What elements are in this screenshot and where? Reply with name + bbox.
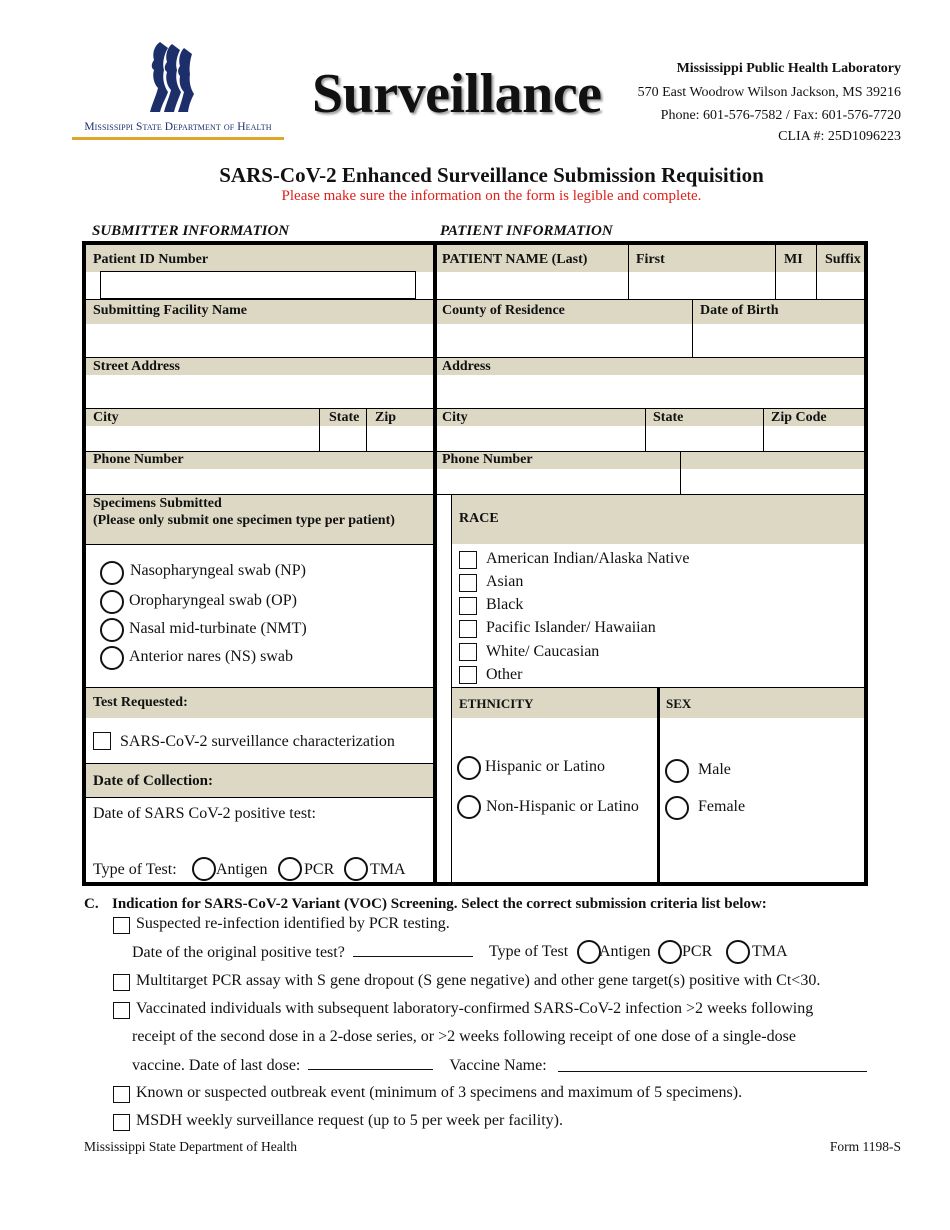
patient-suffix-label: Suffix [825,252,861,267]
section-c-heading: Indication for SARS-CoV-2 Variant (VOC) Screening. Select the correct submission criteria list below: [112,896,767,912]
race-white-label: White/ Caucasian [486,643,600,660]
race-white-checkbox[interactable] [459,643,477,661]
vaccine-name-blank[interactable] [558,1071,867,1072]
submitter-state-label: State [329,410,360,425]
surveillance-characterization-label: SARS-CoV-2 surveillance characterization [120,733,395,750]
submitter-city-input[interactable] [86,426,319,451]
c-antigen-label: Antigen [599,943,651,960]
patient-last-name-input[interactable] [437,272,628,299]
lab-info [638,58,901,147]
page-title: Surveillance [312,63,602,125]
type-of-test-label: Type of Test: [93,861,177,878]
patient-zip-label: Zip Code [771,410,827,425]
race-american-indian-label: American Indian/Alaska Native [486,550,690,567]
county-input[interactable] [437,324,692,357]
submitter-phone-input[interactable] [86,469,433,494]
patient-mi-input[interactable] [776,272,816,299]
logo-profiles-icon [72,40,284,120]
race-black-label: Black [486,596,524,613]
specimen-ns-radio[interactable] [100,646,124,670]
submitter-pcr-label: PCR [304,861,335,878]
collection-date-label: Date of Collection: [93,773,213,789]
race-other-label: Other [486,666,523,683]
specimen-op-label: Oropharyngeal swab (OP) [129,592,297,609]
main-form-grid [82,241,868,886]
specimens-title: Specimens Submitted [93,496,222,511]
vaccinated-checkbox[interactable] [113,1002,130,1019]
c-antigen-radio[interactable] [577,940,601,964]
original-date-blank[interactable] [353,943,473,957]
sex-female-radio[interactable] [665,796,689,820]
patient-state-label: State [653,410,684,425]
logo-text: Mississippi State Department of Health [84,121,272,133]
test-requested-label: Test Requested: [93,695,188,710]
dob-label: Date of Birth [700,303,779,318]
patient-phone-input[interactable] [437,469,680,494]
form-title: SARS-CoV-2 Enhanced Surveillance Submission Requisition [219,163,764,187]
logo-underline [72,137,284,140]
form-subtitle: Please make sure the information on the form is legible and complete. [281,188,702,204]
footer-form-number: Form 1198-S [829,1139,901,1154]
patient-phone-label: Phone Number [442,452,533,467]
ethnicity-hispanic-radio[interactable] [457,756,481,780]
specimen-nmt-radio[interactable] [100,618,124,642]
vaccine-name-text: Vaccine Name: [449,1057,547,1074]
msdh-logo [72,40,284,142]
specimen-ns-label: Anterior nares (NS) swab [129,648,293,665]
lab-clia: CLIA #: 25D1096223 [778,129,901,144]
sex-male-label: Male [698,761,731,778]
race-pacific-islander-label: Pacific Islander/ Hawaiian [486,619,656,636]
submitter-heading: SUBMITTER INFORMATION [92,223,290,239]
vaccinated-line-1: Vaccinated individuals with subsequent laboratory-confirmed SARS-CoV-2 infection >2 weeks following [136,1000,814,1017]
street-address-input[interactable] [86,375,433,408]
weekly-request-checkbox[interactable] [113,1114,130,1131]
specimens-note: (Please only submit one specimen type per patient) [93,513,395,528]
patient-heading: PATIENT INFORMATION [440,223,613,239]
facility-name-input[interactable] [86,324,433,357]
ethnicity-title: ETHNICITY [459,696,534,711]
weekly-request-label: MSDH weekly surveillance request (up to 5 per week per facility). [136,1112,563,1129]
ethnicity-hispanic-label: Hispanic or Latino [485,758,605,775]
submitter-state-input[interactable] [320,426,366,451]
c-tma-radio[interactable] [726,940,750,964]
sex-male-radio[interactable] [665,759,689,783]
specimen-np-radio[interactable] [100,561,124,585]
submitter-zip-label: Zip [375,410,397,425]
dob-input[interactable] [693,324,864,357]
multitarget-label: Multitarget PCR assay with S gene dropout (S gene negative) and other gene target(s) positive with Ct<30. [136,972,821,989]
submitter-phone-label: Phone Number [93,452,184,467]
race-american-indian-checkbox[interactable] [459,551,477,569]
submitter-city-label: City [93,410,119,425]
reinfection-label: Suspected re-infection identified by PCR testing. [136,915,450,932]
surveillance-characterization-checkbox[interactable] [93,732,111,750]
c-pcr-label: PCR [682,943,713,960]
patient-state-input[interactable] [646,426,763,451]
vaccinated-line-3 [132,1056,547,1075]
vaccinated-line-2: receipt of the second dose in a 2-dose series, or >2 weeks following receipt of one dose of a single-dose [132,1028,796,1045]
specimen-np-label: Nasopharyngeal swab (NP) [130,562,306,579]
patient-mi-label: MI [784,252,803,267]
patient-zip-input[interactable] [764,426,864,451]
ethnicity-non-hispanic-radio[interactable] [457,795,481,819]
ethnicity-sex-divider [657,688,660,882]
patient-city-label: City [442,410,468,425]
lab-phone-fax: Phone: 601-576-7582 / Fax: 601-576-7720 [660,108,901,123]
reinfection-checkbox[interactable] [113,917,130,934]
ethnicity-non-hispanic-label: Non-Hispanic or Latino [486,798,639,815]
facility-name-label: Submitting Facility Name [93,303,247,318]
race-pacific-islander-checkbox[interactable] [459,620,477,638]
patient-first-name-label: First [636,252,665,267]
sex-title: SEX [666,696,692,711]
submitter-antigen-radio[interactable] [192,857,216,881]
outbreak-checkbox[interactable] [113,1086,130,1103]
patient-suffix-input[interactable] [817,272,864,299]
c-type-of-test-label: Type of Test [489,943,569,960]
patient-city-input[interactable] [437,426,645,451]
patient-id-input[interactable] [100,271,416,299]
patient-id-label: Patient ID Number [93,252,209,267]
outbreak-label: Known or suspected outbreak event (minimum of 3 specimens and maximum of 5 specimens). [136,1084,743,1101]
specimens-header [93,495,395,529]
specimen-nmt-label: Nasal mid-turbinate (NMT) [129,620,307,637]
specimen-op-radio[interactable] [100,590,124,614]
race-other-checkbox[interactable] [459,666,477,684]
race-title: RACE [459,511,499,526]
submitter-pcr-radio[interactable] [278,857,302,881]
patient-address-input[interactable] [437,375,864,408]
c-pcr-radio[interactable] [658,940,682,964]
street-address-label: Street Address [93,359,180,374]
patient-first-name-input[interactable] [629,272,775,299]
county-label: County of Residence [442,303,565,318]
race-black-checkbox[interactable] [459,597,477,615]
last-dose-text: vaccine. Date of last dose: [132,1057,301,1074]
lab-address: 570 East Woodrow Wilson Jackson, MS 39216 [637,85,901,100]
race-asian-label: Asian [486,573,524,590]
last-dose-blank[interactable] [308,1056,433,1070]
submitter-antigen-label: Antigen [216,861,268,878]
positive-test-date-label: Date of SARS CoV-2 positive test: [93,805,316,822]
submitter-zip-input[interactable] [367,426,433,451]
submitter-tma-radio[interactable] [344,857,368,881]
multitarget-checkbox[interactable] [113,974,130,991]
c-tma-label: TMA [752,943,788,960]
footer-org: Mississippi State Department of Health [84,1139,297,1154]
lab-name: Mississippi Public Health Laboratory [676,61,901,76]
submitter-tma-label: TMA [370,861,406,878]
section-c-letter: C. [84,896,99,912]
original-date-label [132,943,473,962]
patient-address-label: Address [442,359,491,374]
original-date-text: Date of the original positive test? [132,944,345,961]
patient-last-name-label: PATIENT NAME (Last) [442,252,588,267]
sex-female-label: Female [698,798,746,815]
race-asian-checkbox[interactable] [459,574,477,592]
